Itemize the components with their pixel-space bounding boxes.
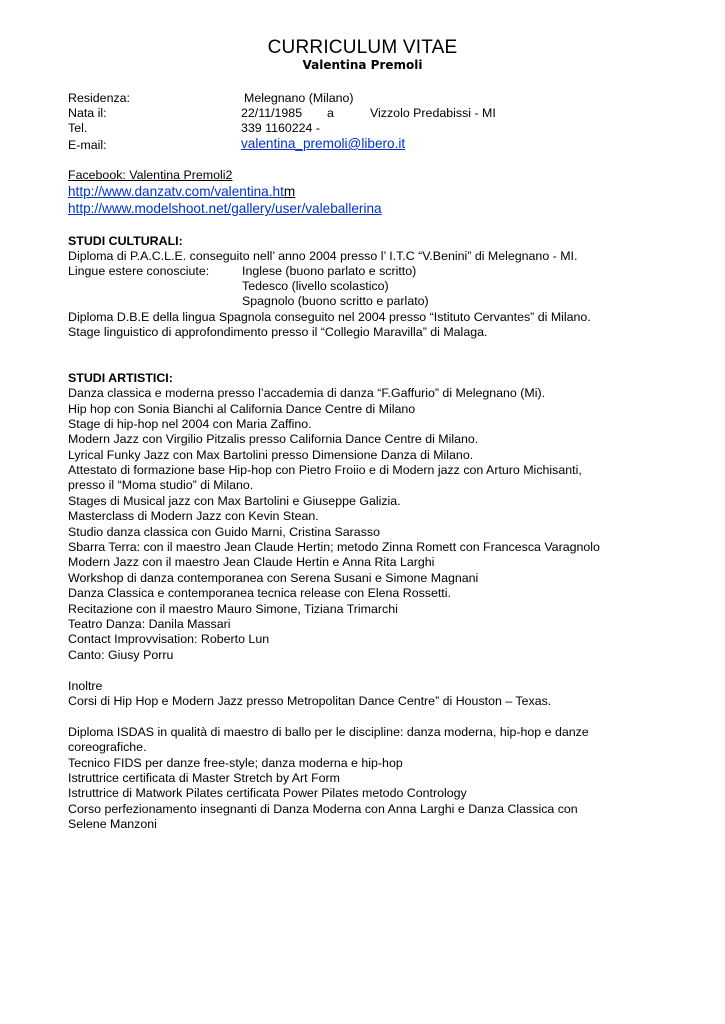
artistic-line: Canto: Giusy Porru	[68, 648, 174, 662]
artistic-line: Danza Classica e contemporanea tecnica release con Elena Rossetti.	[68, 586, 451, 600]
qualification-line: Selene Manzoni	[68, 817, 157, 831]
artistic-line: Teatro Danza: Danila Massari	[68, 617, 231, 631]
artistic-line: Stages di Musical jazz con Max Bartolini e Giuseppe Galizia.	[68, 494, 401, 508]
stage-linguistico: Stage linguistico di approfondimento presso il “Collegio Maravilla” di Malaga.	[68, 325, 488, 339]
artistic-line: Modern Jazz con Virgilio Pitzalis presso California Dance Centre di Milano.	[68, 432, 479, 446]
diploma-dbe: Diploma D.B.E della lingua Spagnola conseguito nel 2004 presso “Istituto Cervantes” di Milano.	[68, 310, 591, 324]
diploma-pacle: Diploma di P.A.C.L.E. conseguito nell’ anno 2004 presso l’ I.T.C “V.Benini” di Melegnano - MI.	[68, 249, 578, 263]
inoltre-label: Inoltre	[68, 679, 103, 693]
facebook-line: Facebook: Valentina Premoli2	[68, 168, 233, 182]
tel-label: Tel.	[68, 121, 88, 135]
email-label: E-mail:	[68, 138, 107, 152]
artistic-line: Recitazione con il maestro Mauro Simone, Tiziana Trimarchi	[68, 602, 398, 616]
artistic-line: Workshop di danza contemporanea con Serena Susani e Simone Magnani	[68, 571, 479, 585]
qualification-line: Istruttrice certificata di Master Stretch by Art Form	[68, 771, 340, 785]
qualification-line: coreografiche.	[68, 740, 147, 754]
studi-culturali-heading: STUDI CULTURALI:	[68, 234, 183, 248]
lingua-spagnolo: Spagnolo (buono scritto e parlato)	[242, 294, 429, 308]
nata-label: Nata il:	[68, 106, 107, 120]
lingue-label: Lingue estere conosciute:	[68, 264, 210, 278]
danzatv-link[interactable]: http://www.danzatv.com/valentina.ht	[68, 184, 284, 199]
modelshoot-link[interactable]: http://www.modelshoot.net/gallery/user/valeballerina	[68, 201, 382, 216]
artistic-line: Lyrical Funky Jazz con Max Bartolini presso Dimensione Danza di Milano.	[68, 448, 474, 462]
birth-place: Vizzolo Predabissi - MI	[370, 106, 496, 120]
inoltre-line: Corsi di Hip Hop e Modern Jazz presso Metropolitan Dance Centre” di Houston – Texas.	[68, 694, 552, 708]
danzatv-link-tail[interactable]: m	[283, 184, 296, 199]
birth-at: a	[327, 106, 334, 120]
birth-date: 22/11/1985	[241, 106, 303, 120]
residenza-label: Residenza:	[68, 91, 130, 105]
email-link[interactable]: valentina_premoli@libero.it	[241, 136, 406, 151]
studi-artistici-heading: STUDI ARTISTICI:	[68, 371, 173, 385]
qualification-line: Diploma ISDAS in qualità di maestro di ballo per le discipline: danza moderna, hip-hop e danze	[68, 725, 589, 739]
document-title: CURRICULUM VITAE	[267, 37, 458, 58]
lingua-inglese: Inglese (buono parlato e scritto)	[242, 264, 417, 278]
artistic-line: Attestato di formazione base Hip-hop con Pietro Froiio e di Modern jazz con Arturo Michisanti,	[68, 463, 582, 477]
artistic-line: Sbarra Terra: con il maestro Jean Claude Hertin; metodo Zinna Romett con Francesca Varagnolo	[68, 540, 600, 554]
artistic-line: presso il “Moma studio” di Milano.	[68, 478, 254, 492]
artistic-line: Studio danza classica con Guido Marni, Cristina Sarasso	[68, 525, 380, 539]
residenza-value: Melegnano (Milano)	[244, 91, 354, 105]
artistic-line: Modern Jazz con il maestro Jean Claude Hertin e Anna Rita Larghi	[68, 555, 435, 569]
tel-value: 339 1160224 -	[241, 121, 321, 135]
lingua-tedesco: Tedesco (livello scolastico)	[242, 279, 389, 293]
artistic-line: Stage di hip-hop nel 2004 con Maria Zaffino.	[68, 417, 312, 431]
candidate-name: Valentina Premoli	[302, 58, 423, 72]
artistic-line: Danza classica e moderna presso l’accademia di danza “F.Gaffurio” di Melegnano (Mi).	[68, 386, 546, 400]
qualification-line: Corso perfezionamento insegnanti di Danza Moderna con Anna Larghi e Danza Classica con	[68, 802, 578, 816]
qualification-line: Istruttrice di Matwork Pilates certificata Power Pilates metodo Contrology	[68, 786, 467, 800]
artistic-line: Masterclass di Modern Jazz con Kevin Stean.	[68, 509, 319, 523]
artistic-line: Hip hop con Sonia Bianchi al California Dance Centre di Milano	[68, 402, 416, 416]
danzatv-line	[68, 184, 295, 200]
qualification-line: Tecnico FIDS per danze free-style; danza moderna e hip-hop	[68, 756, 403, 770]
artistic-line: Contact Improvvisation: Roberto Lun	[68, 632, 270, 646]
